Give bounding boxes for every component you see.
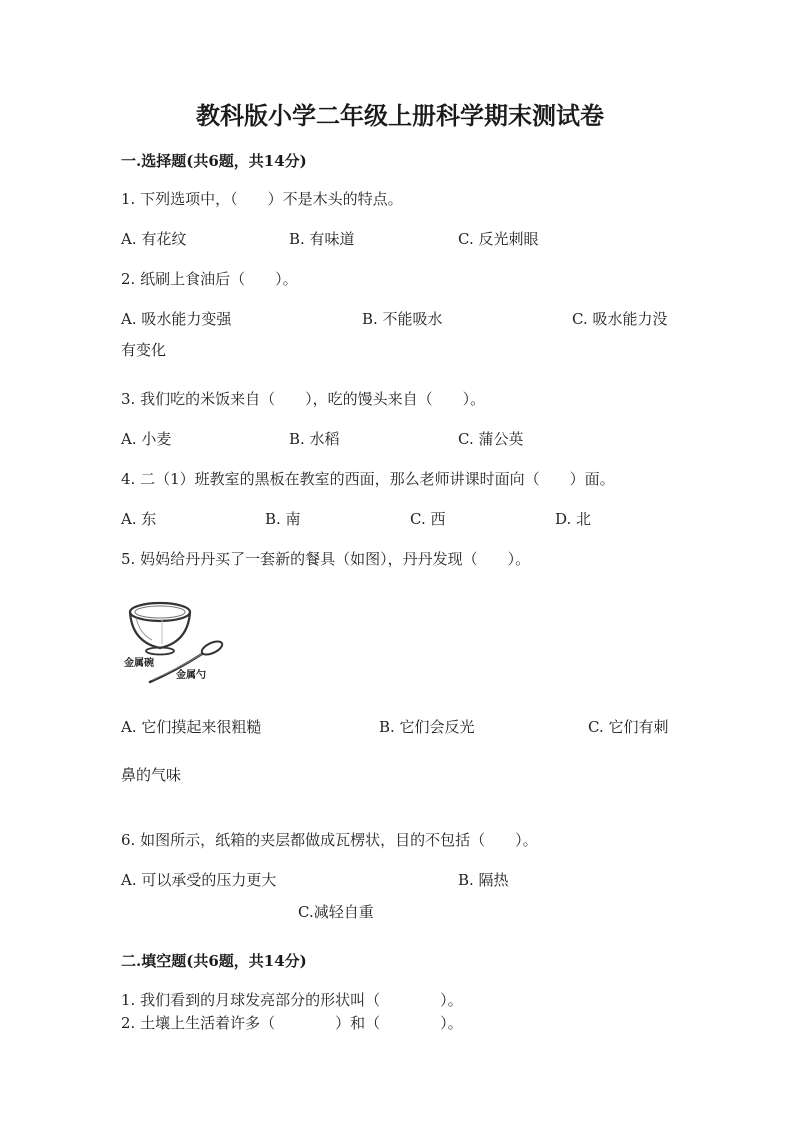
option-b: B. 有味道 xyxy=(289,230,355,248)
option-b: B. 隔热 xyxy=(458,871,509,889)
question-stem: 3. 我们吃的米饭来自（ ），吃的馒头来自（ ）。 xyxy=(121,390,486,408)
option-b: B. 它们会反光 xyxy=(379,718,475,736)
tableware-figure xyxy=(122,596,232,688)
option-a: A. 它们摸起来很粗糙 xyxy=(121,718,262,736)
question-stem: 1. 我们看到的月球发亮部分的形状叫（ ）。 xyxy=(121,991,463,1009)
option-c-continued: 有变化 xyxy=(121,341,167,359)
section-heading-fill: 二.填空题(共6题，共14分) xyxy=(121,952,307,970)
option-a: A. 可以承受的压力更大 xyxy=(121,871,277,889)
question-stem: 6. 如图所示，纸箱的夹层都做成瓦楞状，目的不包括（ ）。 xyxy=(121,831,538,849)
question-stem: 1. 下列选项中，（ ）不是木头的特点。 xyxy=(121,190,403,208)
question-stem: 2. 纸刷上食油后（ ）。 xyxy=(121,270,298,288)
question-stem: 2. 土壤上生活着许多（ ）和（ ）。 xyxy=(121,1014,463,1032)
option-d: D. 北 xyxy=(555,510,592,528)
option-c: C. 它们有刺 xyxy=(588,718,669,736)
option-a: A. 小麦 xyxy=(121,430,172,448)
option-a: A. 有花纹 xyxy=(121,230,187,248)
option-b: B. 水稻 xyxy=(289,430,340,448)
option-c: C. 吸水能力没 xyxy=(572,310,668,328)
figure-label-bowl: 金属碗 xyxy=(124,658,154,669)
option-c: C. 西 xyxy=(410,510,446,528)
option-a: A. 吸水能力变强 xyxy=(121,310,232,328)
option-c: C.减轻自重 xyxy=(298,903,374,921)
section-heading-choice: 一.选择题(共6题，共14分) xyxy=(121,152,307,170)
option-b: B. 不能吸水 xyxy=(362,310,443,328)
option-a: A. 东 xyxy=(121,510,157,528)
figure-label-spoon: 金属勺 xyxy=(176,670,206,681)
option-b: B. 南 xyxy=(265,510,301,528)
option-c-continued: 鼻的气味 xyxy=(121,766,182,784)
question-stem: 5. 妈妈给丹丹买了一套新的餐具（如图），丹丹发现（ ）。 xyxy=(121,550,531,568)
page-title: 教科版小学二年级上册科学期末测试卷 xyxy=(196,101,604,130)
option-c: C. 蒲公英 xyxy=(458,430,524,448)
question-stem: 4. 二（1）班教室的黑板在教室的西面，那么老师讲课时面向（ ）面。 xyxy=(121,470,615,488)
option-c: C. 反光刺眼 xyxy=(458,230,539,248)
